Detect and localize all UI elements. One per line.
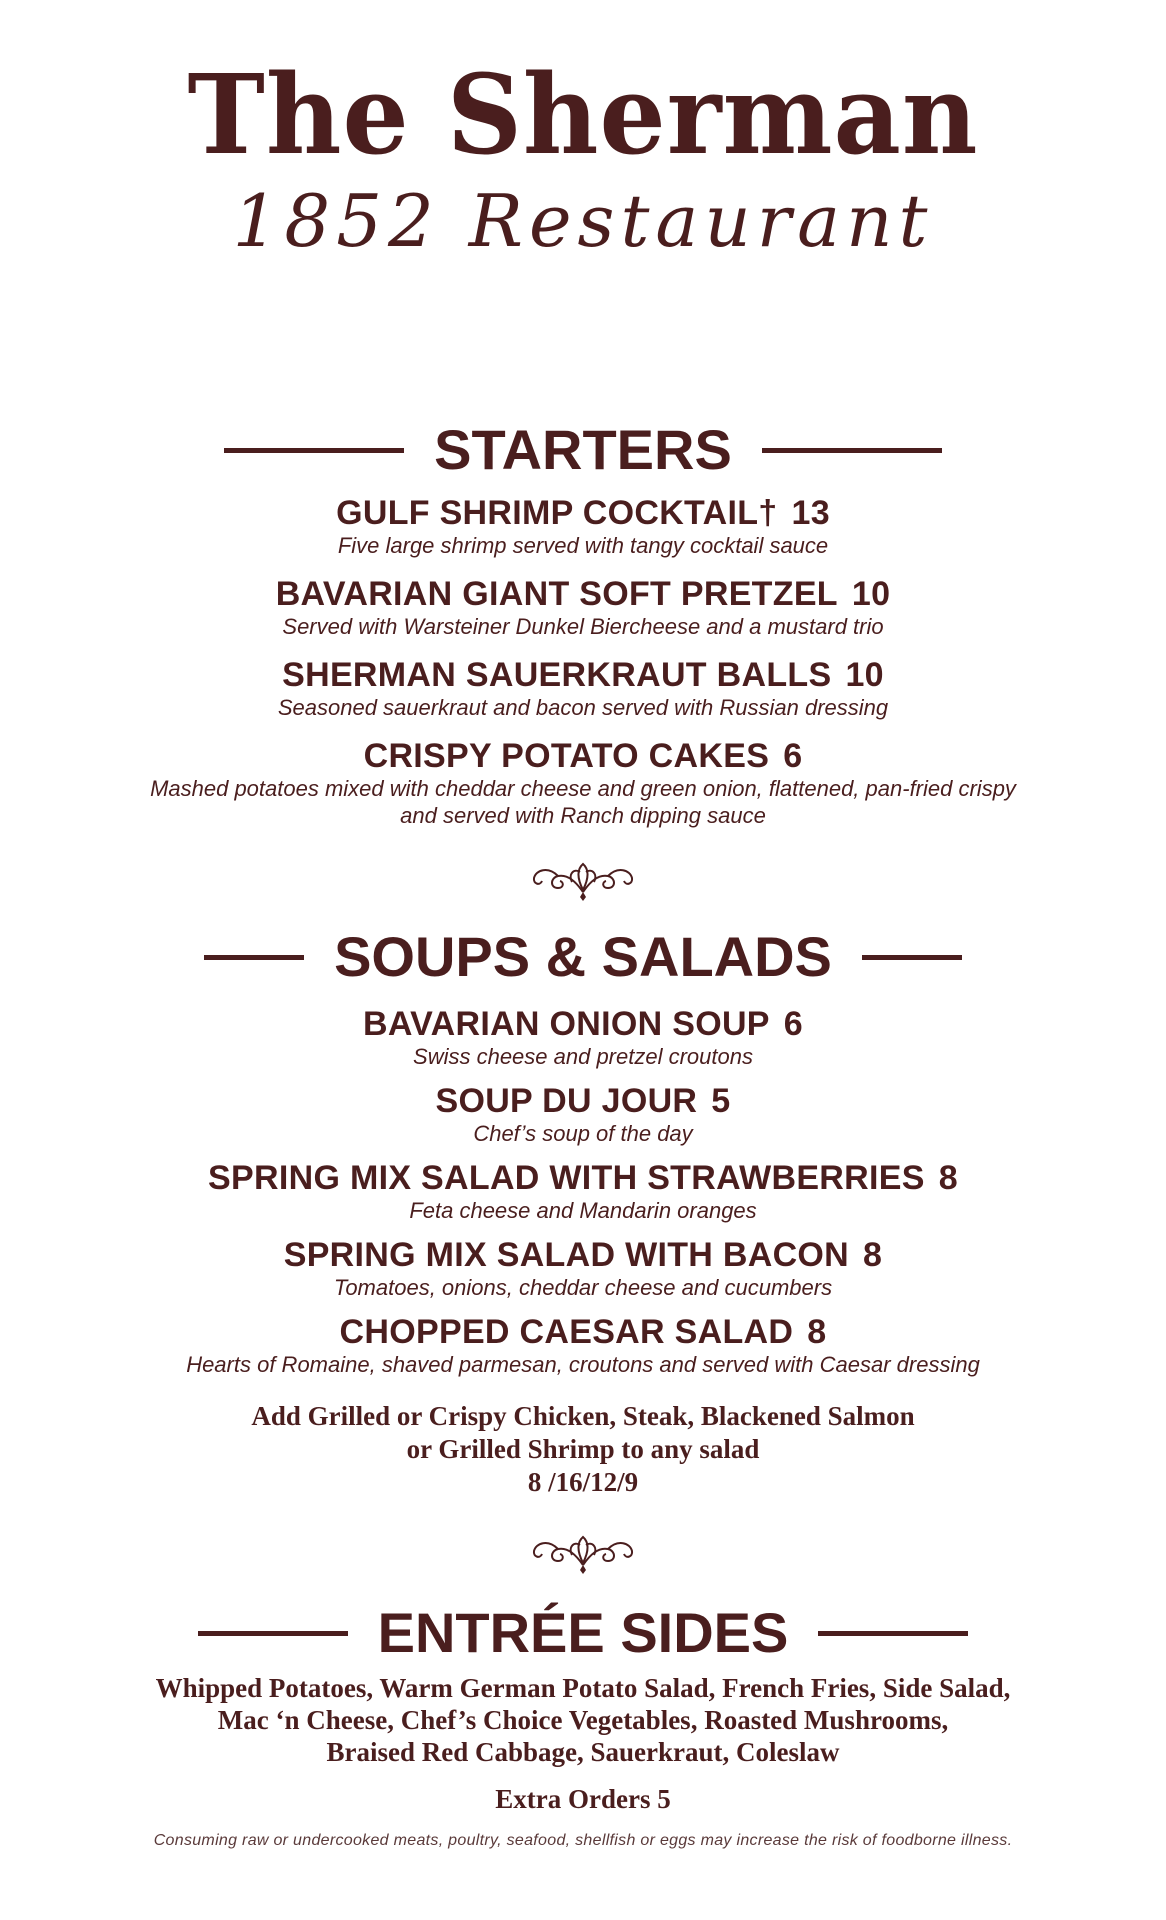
sides-line: Braised Red Cabbage, Sauerkraut, Coleslaw <box>326 1737 840 1767</box>
menu-item <box>0 1005 1166 1070</box>
item-name: CRISPY POTATO CAKES <box>363 737 770 775</box>
restaurant-name: The Sherman <box>187 49 979 180</box>
item-description: Seasoned sauerkraut and bacon served with Russian dressing <box>277 695 889 720</box>
menu-item <box>0 1236 1166 1301</box>
item-description: Served with Warsteiner Dunkel Biercheese and a mustard trio <box>282 614 884 639</box>
addon-line: Add Grilled or Crispy Chicken, Steak, Blackened Salmon <box>251 1401 915 1431</box>
item-description: Hearts of Romaine, shaved parmesan, croutons and served with Caesar dressing <box>186 1352 980 1377</box>
addon-prices: 8 /16/12/9 <box>527 1467 639 1497</box>
item-name: GULF SHRIMP COCKTAIL† <box>336 494 778 532</box>
soups-salads-heading <box>0 925 1166 989</box>
item-price: 5 <box>711 1082 731 1120</box>
heading-rule-right <box>818 1631 968 1636</box>
entree-sides-list <box>0 1672 1166 1768</box>
addon-line: or Grilled Shrimp to any salad <box>406 1434 760 1464</box>
heading-rule-right <box>762 448 942 453</box>
entree-sides-heading <box>0 1601 1166 1665</box>
item-name: BAVARIAN GIANT SOFT PRETZEL <box>275 575 838 613</box>
item-description: Feta cheese and Mandarin oranges <box>409 1198 757 1223</box>
item-name: CHOPPED CAESAR SALAD <box>339 1313 794 1351</box>
heading-rule-left <box>224 448 404 453</box>
starters-title: STARTERS <box>434 418 732 481</box>
item-description: Mashed potatoes mixed with cheddar cheese and green onion, flattened, pan-fried crispy <box>150 776 1016 801</box>
salad-addon <box>0 1400 1166 1499</box>
sides-line: Mac ‘n Cheese, Chef’s Choice Vegetables, Roasted Mushrooms, <box>217 1705 949 1735</box>
item-name: SPRING MIX SALAD WITH BACON <box>283 1236 850 1274</box>
item-description: Chef’s soup of the day <box>473 1121 693 1146</box>
menu-item <box>0 656 1166 721</box>
menu-item <box>0 1082 1166 1147</box>
soups-salads-title: SOUPS & SALADS <box>334 925 832 988</box>
extra-orders: Extra Orders 5 <box>495 1784 671 1814</box>
menu-item <box>0 575 1166 640</box>
heading-rule-right <box>862 955 962 960</box>
item-price: 13 <box>791 494 830 532</box>
menu-item <box>0 1159 1166 1224</box>
item-price: 10 <box>845 656 884 694</box>
heading-rule-left <box>204 955 304 960</box>
starters-list <box>0 494 1166 829</box>
item-price: 6 <box>783 1005 803 1043</box>
item-price: 6 <box>783 737 803 775</box>
flourish-ornament-icon <box>0 1525 1166 1575</box>
soups-salads-list <box>0 1005 1166 1499</box>
item-price: 8 <box>807 1313 827 1351</box>
starters-heading <box>0 418 1166 482</box>
item-description: Five large shrimp served with tangy cocktail sauce <box>337 533 829 558</box>
flourish-ornament-icon <box>0 852 1166 902</box>
item-description: Tomatoes, onions, cheddar cheese and cucumbers <box>333 1275 833 1300</box>
item-name: SOUP DU JOUR <box>435 1082 698 1120</box>
menu-item <box>0 494 1166 559</box>
entree-sides-title: ENTRÉE SIDES <box>377 1601 789 1664</box>
item-price: 8 <box>863 1236 883 1274</box>
menu-item <box>0 1313 1166 1378</box>
restaurant-header <box>0 49 1166 266</box>
item-name: SHERMAN SAUERKRAUT BALLS <box>282 656 832 694</box>
menu-item <box>0 737 1166 829</box>
sides-line: Whipped Potatoes, Warm German Potato Salad, French Fries, Side Salad, <box>155 1673 1011 1703</box>
item-price: 8 <box>938 1159 958 1197</box>
restaurant-subtitle: 1852 Restaurant <box>232 179 934 263</box>
item-name: BAVARIAN ONION SOUP <box>362 1005 770 1043</box>
food-safety-disclaimer: Consuming raw or undercooked meats, poultry, seafood, shellfish or eggs may increase the risk of foodborne illness. <box>153 1832 1013 1849</box>
item-description-line2: and served with Ranch dipping sauce <box>400 803 766 828</box>
heading-rule-left <box>198 1631 348 1636</box>
item-description: Swiss cheese and pretzel croutons <box>413 1044 753 1069</box>
item-price: 10 <box>851 575 891 613</box>
item-name: SPRING MIX SALAD WITH STRAWBERRIES <box>208 1159 925 1197</box>
